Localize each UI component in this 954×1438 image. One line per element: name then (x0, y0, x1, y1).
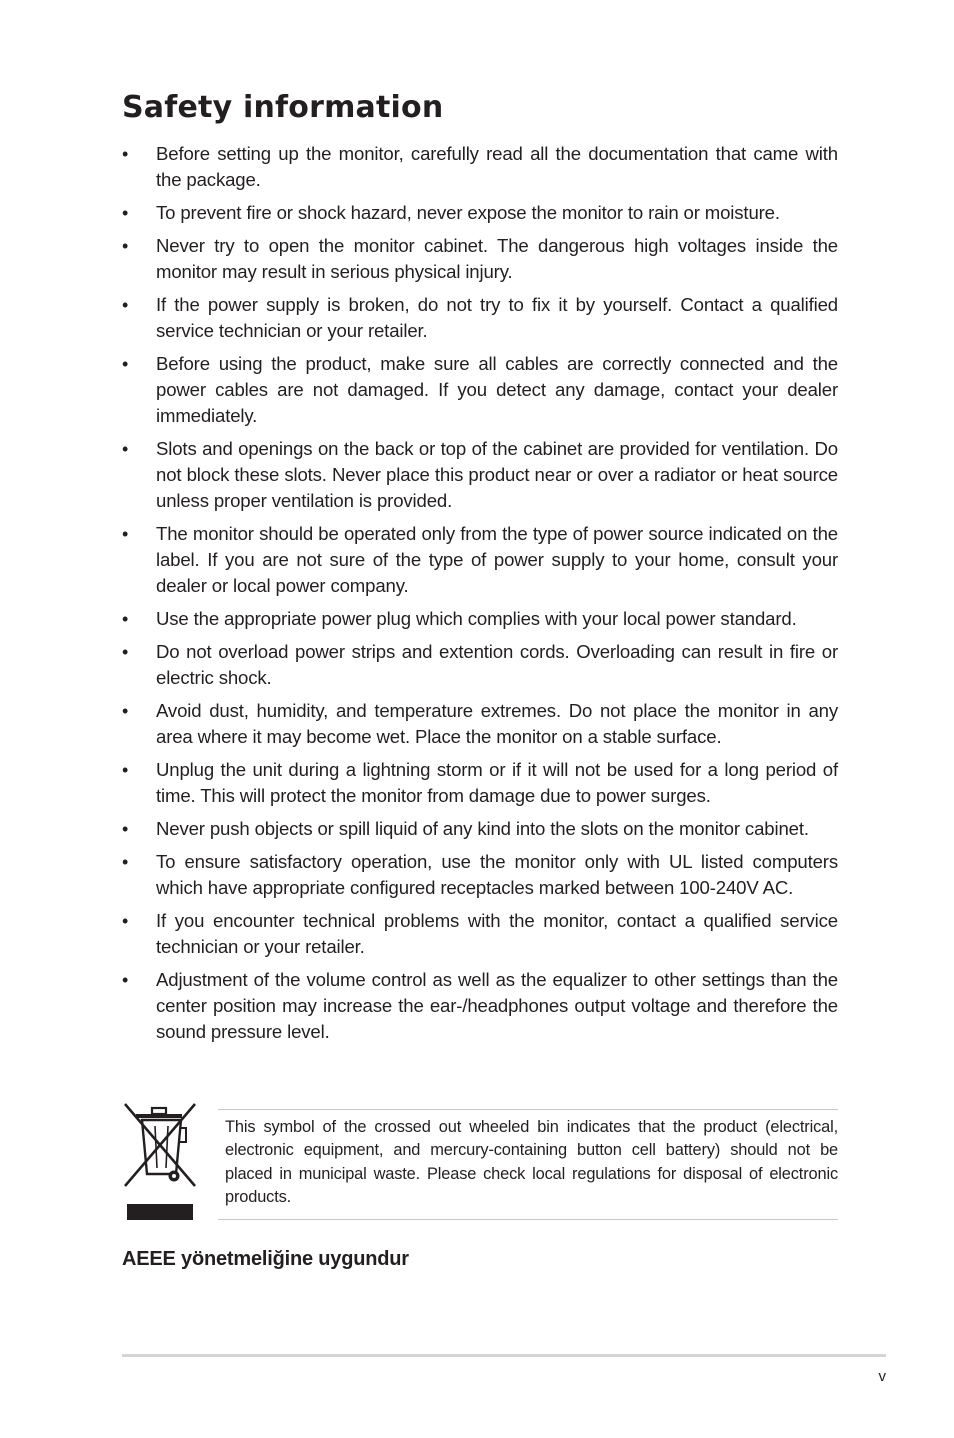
bullet-marker: • (122, 144, 129, 164)
bullet-text: Unplug the unit during a lightning storm or if it will not be used for a long period of time. This will protect the monitor from damage due to power surges. (156, 759, 838, 806)
bullet-item (122, 141, 838, 193)
bullet-text: Avoid dust, humidity, and temperature extremes. Do not place the monitor in any area where it may become wet. Place the monitor on a stable surface. (156, 700, 838, 747)
bullet-item (122, 849, 838, 901)
bullet-item (122, 436, 838, 514)
bullet-marker: • (122, 609, 129, 629)
bullet-marker: • (122, 642, 129, 662)
bullet-marker: • (122, 911, 129, 931)
safety-bullet-list (122, 141, 838, 1052)
bullet-text: Adjustment of the volume control as well as the equalizer to other settings than the center position may increase the ear-/headphones output voltage and therefore the sound pressure level. (156, 969, 838, 1042)
notice-bottom-rule (218, 1219, 838, 1220)
bullet-marker: • (122, 236, 129, 256)
bullet-marker: • (122, 295, 129, 315)
bullet-item (122, 757, 838, 809)
bullet-item (122, 233, 838, 285)
bullet-text: Before using the product, make sure all cables are correctly connected and the power cables are not damaged. If you detect any damage, contact your dealer immediately. (156, 353, 838, 426)
bullet-text: The monitor should be operated only from the type of power source indicated on the label. If you are not sure of the type of power supply to your home, consult your dealer or local power company. (156, 523, 838, 596)
bullet-marker: • (122, 524, 129, 544)
bullet-marker: • (122, 439, 129, 459)
bullet-text: Slots and openings on the back or top of the cabinet are provided for ventilation. Do not block these slots. Never place this product near or over a radiator or heat source unless proper ventilation is provided. (156, 438, 838, 511)
bullet-text: If you encounter technical problems with the monitor, contact a qualified service technician or your retailer. (156, 910, 838, 957)
bullet-marker: • (122, 970, 129, 990)
weee-notice (122, 1102, 838, 1222)
footer-rule (122, 1354, 886, 1357)
bullet-marker: • (122, 354, 129, 374)
weee-notice-text: This symbol of the crossed out wheeled bin indicates that the product (electrical, electronic equipment, and mercury-containing button cell battery) should not be placed in municipal waste. Please check local regulations for disposal of electronic products. (225, 1118, 838, 1207)
aeee-compliance-heading: AEEE yönetmeliğine uygundur (122, 1248, 409, 1270)
bullet-text: To ensure satisfactory operation, use the monitor only with UL listed computers which have appropriate configured receptacles marked between 100-240V AC. (156, 851, 838, 898)
bullet-item (122, 200, 838, 226)
bullet-item (122, 698, 838, 750)
bullet-item (122, 639, 838, 691)
bullet-item (122, 292, 838, 344)
notice-top-rule (218, 1109, 838, 1110)
bullet-item (122, 606, 838, 632)
bullet-item (122, 816, 838, 842)
bullet-text: Never try to open the monitor cabinet. The dangerous high voltages inside the monitor may result in serious physical injury. (156, 235, 838, 282)
bullet-marker: • (122, 819, 129, 839)
bullet-marker: • (122, 852, 129, 872)
bullet-marker: • (122, 760, 129, 780)
bullet-item (122, 967, 838, 1045)
bullet-text: To prevent fire or shock hazard, never expose the monitor to rain or moisture. (156, 202, 780, 223)
bullet-item (122, 521, 838, 599)
bullet-item (122, 351, 838, 429)
crossed-out-wheeled-bin-icon (122, 1102, 198, 1222)
page-title: Safety information (122, 90, 444, 125)
bullet-text: Before setting up the monitor, carefully read all the documentation that came with the package. (156, 143, 838, 190)
bullet-text: Do not overload power strips and extention cords. Overloading can result in fire or electric shock. (156, 641, 838, 688)
bullet-item (122, 908, 838, 960)
bullet-marker: • (122, 701, 129, 721)
page-number: v (878, 1368, 886, 1385)
bullet-text: Never push objects or spill liquid of any kind into the slots on the monitor cabinet. (156, 818, 809, 839)
bullet-text: Use the appropriate power plug which complies with your local power standard. (156, 608, 797, 629)
bullet-text: If the power supply is broken, do not try to fix it by yourself. Contact a qualified service technician or your retailer. (156, 294, 838, 341)
bullet-marker: • (122, 203, 129, 223)
